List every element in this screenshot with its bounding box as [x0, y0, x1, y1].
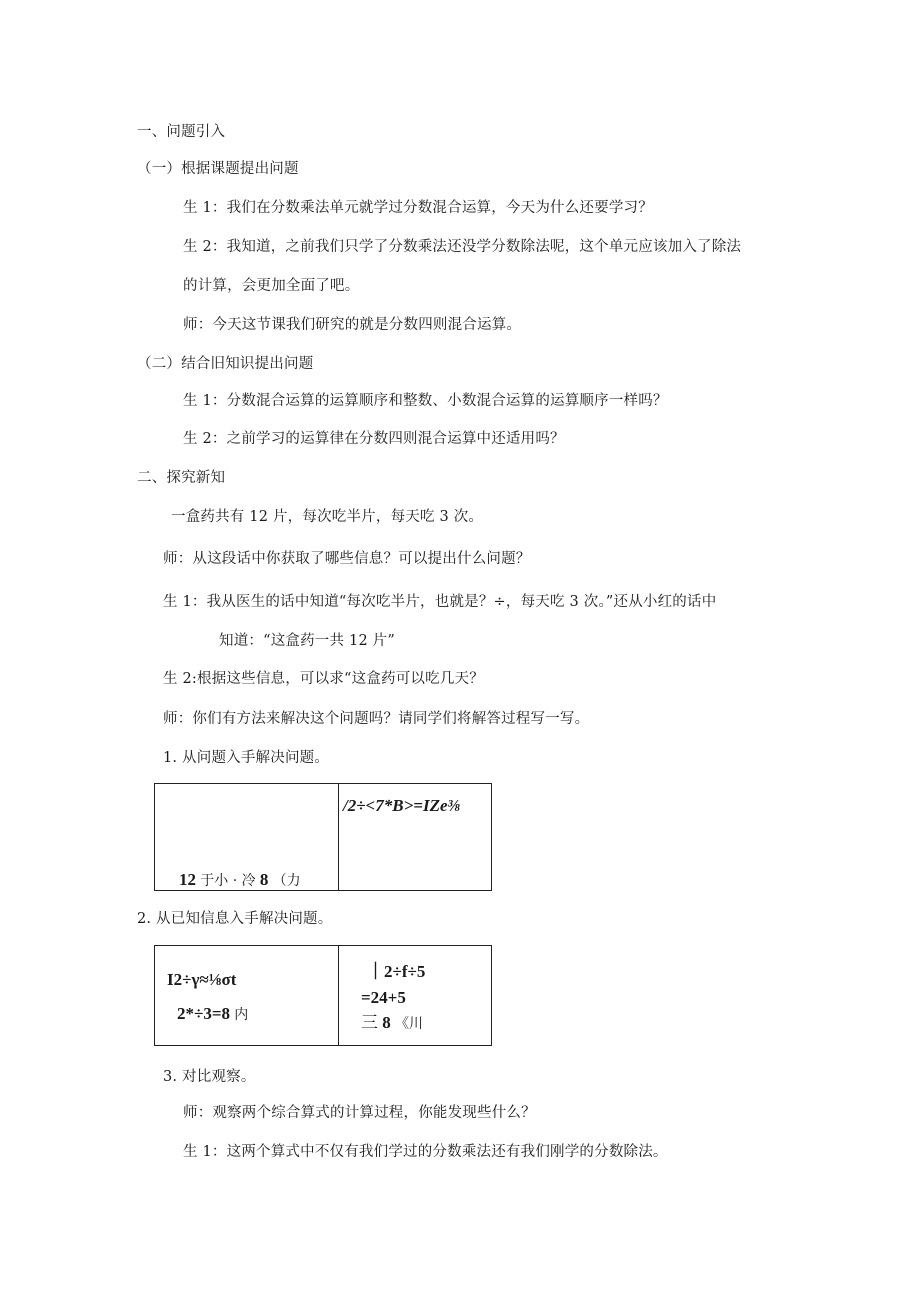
handwritten-calculation: 三 8 《川: [361, 1013, 423, 1033]
dialogue-line: 师：你们有方法来解决这个问题吗？请同学们将解答过程写一写。: [163, 711, 590, 727]
handwritten-calculation: 12 于小 · 冷 8 （力: [179, 870, 301, 889]
solution-table-2: [154, 945, 492, 1046]
dialogue-line: 生 1：这两个算式中不仅有我们学过的分数乘法还有我们刚学的分数除法。: [183, 1144, 668, 1160]
dialogue-line: 知道：“这盒药一共 12 片”: [219, 633, 395, 649]
dialogue-line: 师：今天这节课我们研究的就是分数四则混合运算。: [183, 317, 522, 333]
step-label-1: 1. 从问题入手解决问题。: [163, 750, 330, 766]
solution-table-1: [154, 783, 492, 891]
solution-cell-left: [155, 784, 339, 891]
subsection-heading-1: （一）根据课题提出问题: [137, 161, 299, 177]
problem-statement: 一盒药共有 12 片，每次吃半片，每天吃 3 次。: [171, 509, 484, 525]
handwritten-calculation: =24+5: [361, 988, 406, 1007]
dialogue-line: 生 2:根据这些信息，可以求“这盒药可以吃几天？: [163, 671, 484, 687]
dialogue-line: 生 1：我们在分数乘法单元就学过分数混合运算，今天为什么还要学习？: [183, 200, 653, 216]
dialogue-line: 生 1：分数混合运算的运算顺序和整数、小数混合运算的运算顺序一样吗？: [183, 393, 668, 409]
dialogue-line: 的计算，会更加全面了吧。: [183, 278, 360, 294]
dialogue-line: 师：观察两个综合算式的计算过程，你能发现些什么？: [183, 1105, 536, 1121]
solution-cell-left: [155, 946, 339, 1046]
handwritten-calculation: /2÷<7*B>=IZe⅜: [343, 796, 461, 815]
dialogue-line: 师：从这段话中你获取了哪些信息？可以提出什么问题？: [163, 551, 531, 567]
dialogue-line: 生 2：我知道，之前我们只学了分数乘法还没学分数除法呢，这个单元应该加入了除法: [183, 239, 742, 255]
solution-cell-right: [339, 946, 492, 1046]
section-heading-2: 二、探究新知: [137, 470, 226, 486]
handwritten-calculation: 2*÷3=8 内: [177, 1004, 249, 1023]
handwritten-calculation: I2÷γ≈⅛σt: [167, 970, 237, 989]
handwritten-calculation: ｜2÷f÷5: [367, 962, 426, 981]
dialogue-line: 生 1：我从医生的话中知道“每次吃半片，也就是？÷，每天吃 3 次。”还从小红的话中: [163, 594, 717, 610]
subsection-heading-2: （二）结合旧知识提出问题: [137, 356, 314, 372]
step-label-3: 3. 对比观察。: [163, 1069, 256, 1085]
dialogue-line: 生 2：之前学习的运算律在分数四则混合运算中还适用吗？: [183, 431, 565, 447]
step-label-2: 2. 从已知信息入手解决问题。: [137, 911, 333, 927]
solution-cell-right: [339, 784, 492, 891]
section-heading-1: 一、问题引入: [137, 124, 226, 140]
